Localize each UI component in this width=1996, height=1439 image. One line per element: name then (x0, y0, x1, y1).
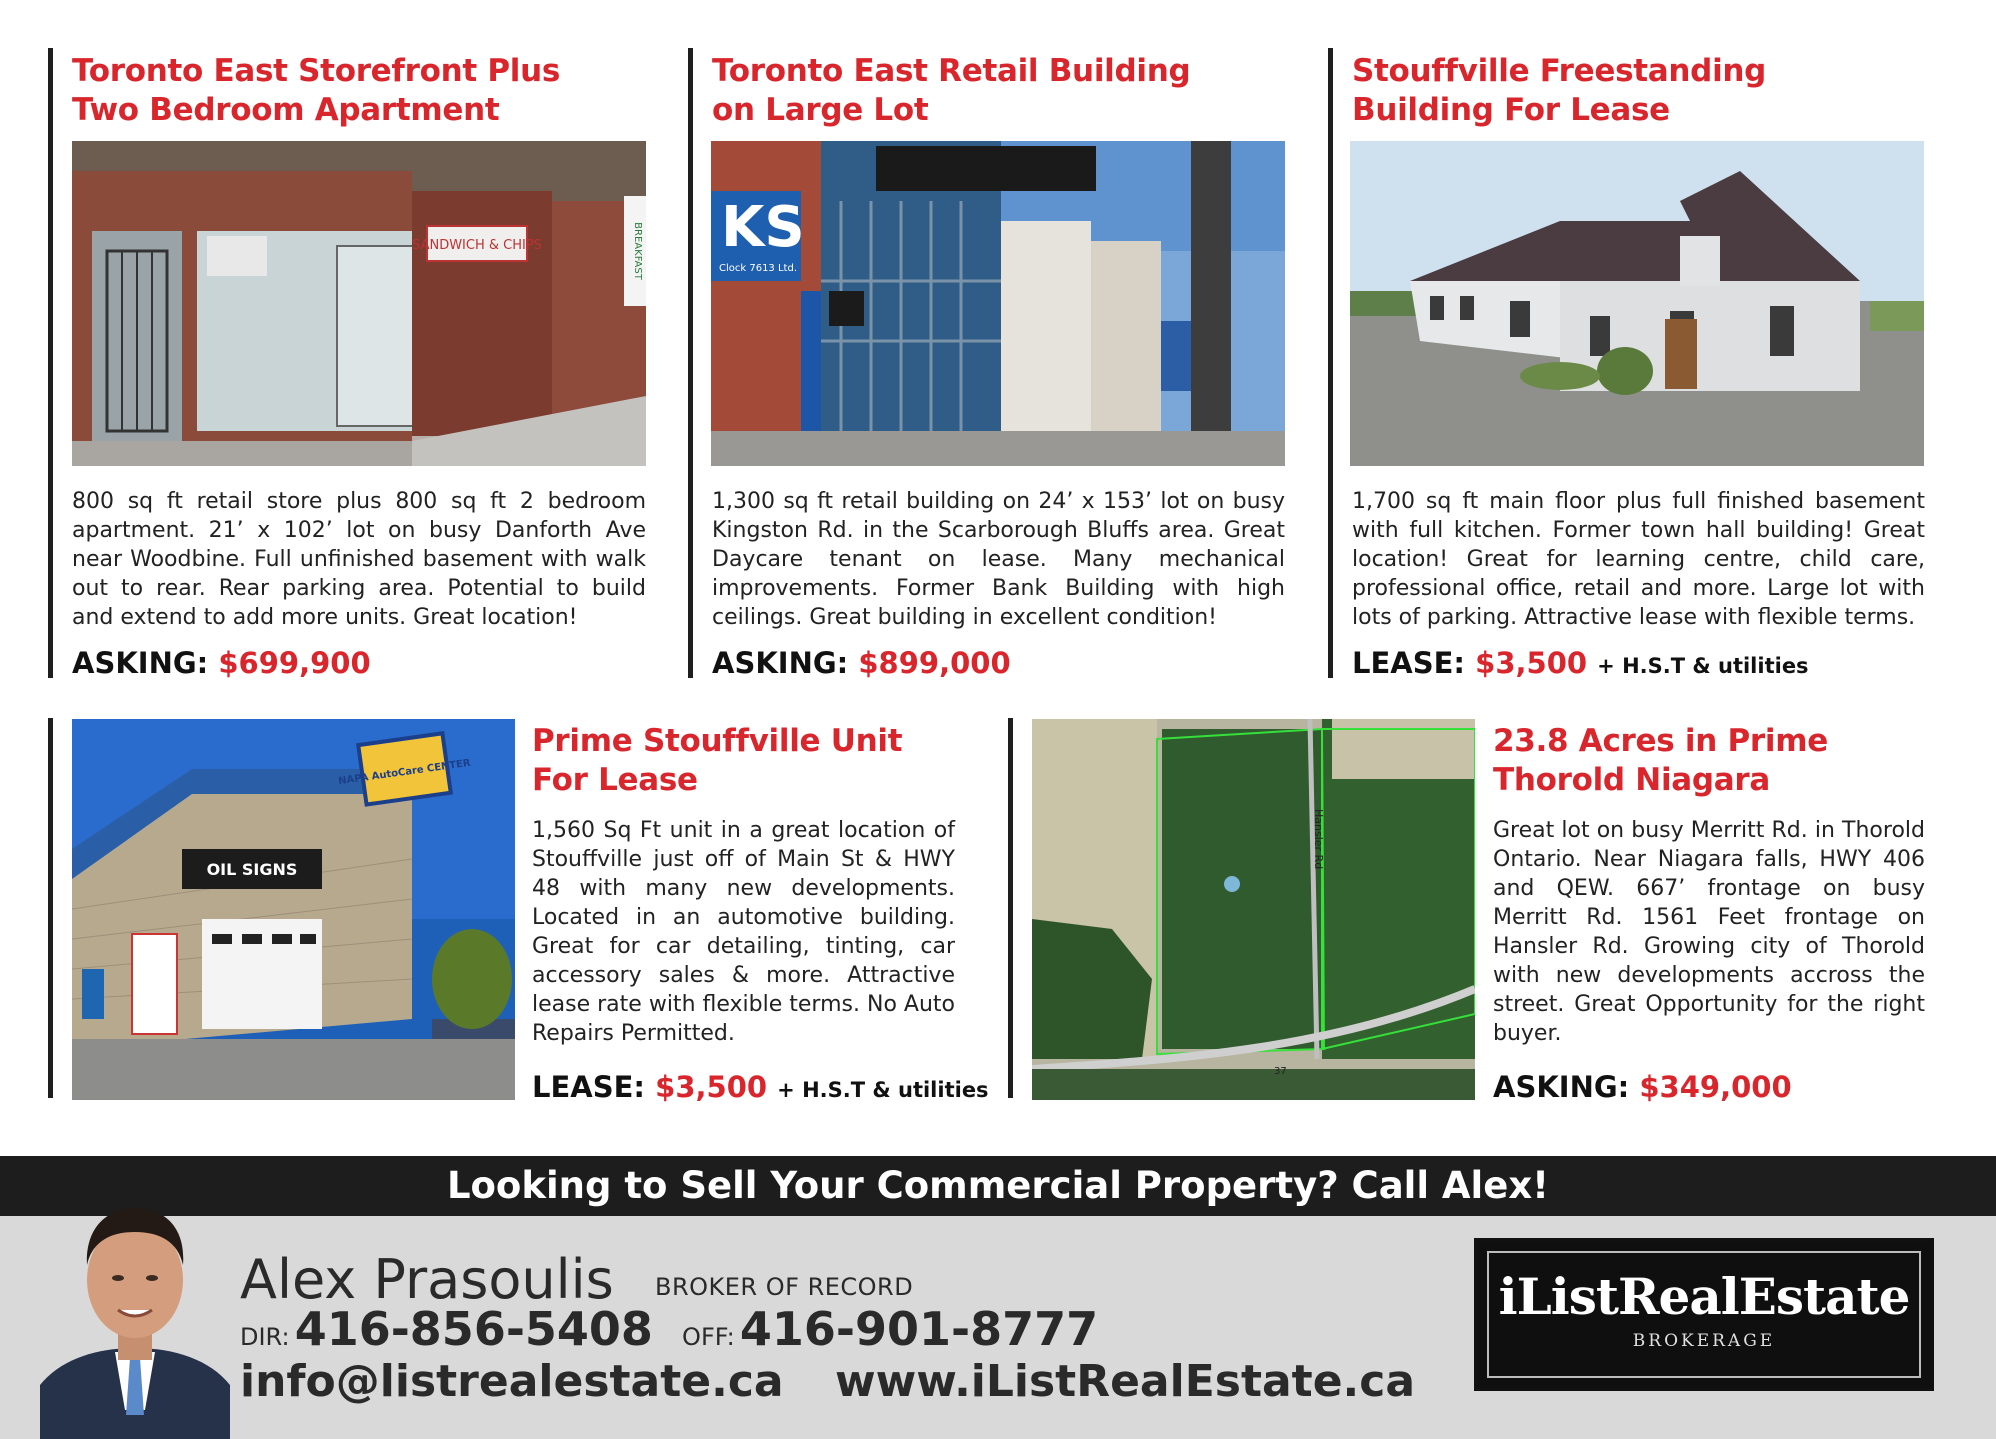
listing-5-title (1493, 722, 1828, 800)
listing-3-title-line2: Building For Lease (1352, 92, 1670, 128)
listing-card-5 (1008, 718, 1013, 1098)
price-label: ASKING: (1493, 1070, 1630, 1104)
map-pin-icon (1224, 876, 1240, 892)
listing-3-price (1352, 646, 1809, 680)
listing-card-2 (688, 48, 693, 678)
freestanding-building-photo (1350, 141, 1924, 466)
listing-4-title-line2: For Lease (532, 762, 698, 798)
listing-1-title (72, 52, 560, 130)
listing-2-photo (711, 141, 1285, 466)
oil-signs-text: OIL SIGNS (206, 860, 298, 879)
price-amount: $699,900 (218, 646, 371, 680)
logo-wordmark: iListRealEstate (1498, 1267, 1910, 1326)
listing-3-title-line1: Stouffville Freestanding (1352, 53, 1767, 89)
cta-banner (0, 1156, 1996, 1216)
email-link[interactable]: info@listrealestate.ca (240, 1356, 784, 1407)
cta-banner-text: Looking to Sell Your Commercial Property? Call Alex! (446, 1164, 1550, 1207)
agent-photo (40, 1170, 230, 1439)
listing-5-description: Great lot on busy Merritt Rd. in Thorold Ontario. Near Niagara falls, HWY 406 and QEW. 667’ frontage on busy Merritt Rd. 1561 Feet frontage on Hansler Rd. Growing city of Thorold with new developments accross the street. Great Opportunity for the right buyer. (1493, 818, 1925, 1046)
listing-4-photo (72, 719, 515, 1100)
price-amount: $349,000 (1639, 1070, 1792, 1104)
website-link[interactable]: www.iListRealEstate.ca (834, 1356, 1416, 1407)
listing-4-title-line1: Prime Stouffville Unit (532, 723, 903, 759)
off-phone[interactable]: 416-901-8777 (739, 1302, 1099, 1356)
price-amount: $3,500 (655, 1070, 768, 1104)
agent-portrait (40, 1170, 230, 1439)
listing-5-price (1493, 1070, 1792, 1104)
napa-sign-text: NAPA AutoCare CENTER (337, 757, 472, 788)
price-amount: $3,500 (1475, 646, 1588, 680)
agent-name: Alex Prasoulis (240, 1248, 614, 1311)
aerial-map-photo (1032, 719, 1475, 1100)
retail-building-photo (711, 141, 1285, 466)
sign-small-text: Clock 7613 Ltd. (719, 263, 797, 274)
listing-1-photo (72, 141, 646, 466)
listing-card-3 (1328, 48, 1333, 678)
agent-role: BROKER OF RECORD (655, 1273, 914, 1301)
listing-2-title-line1: Toronto East Retail Building (712, 53, 1191, 89)
phone-row (240, 1302, 1122, 1356)
road-number-label: 37 (1274, 1066, 1287, 1077)
listing-5-title-line2: Thorold Niagara (1493, 762, 1771, 798)
listing-1-title-line2: Two Bedroom Apartment (72, 92, 500, 128)
off-label: OFF: (682, 1323, 735, 1351)
listing-3-title (1352, 52, 1766, 130)
listing-4-title (532, 722, 902, 800)
listing-2-description: 1,300 sq ft retail building on 24’ x 153’ lot on busy Kingston Rd. in the Scarborough Bluffs area. Great Daycare tenant on lease. Many mechanical improvements. Former Bank Building with high ceilings. Great building in excellent condition! (712, 489, 1285, 630)
listing-3-description: 1,700 sq ft main floor plus full finished basement with full kitchen. Former town hall building! Great location! Great for learning centre, child care, professional office, retail and more. Large lot with lots of parking. Attractive lease with flexible terms. (1352, 489, 1925, 630)
listing-5-photo (1032, 719, 1475, 1100)
price-label: LEASE: (532, 1070, 646, 1104)
listing-1-title-line1: Toronto East Storefront Plus (72, 53, 561, 89)
sign-letters: KS (721, 195, 805, 260)
storefront-photo (72, 141, 646, 466)
price-label: ASKING: (72, 646, 209, 680)
listing-3-photo (1350, 141, 1924, 466)
listing-2-price (712, 646, 1011, 680)
brokerage-logo (1474, 1238, 1934, 1391)
breakfast-sign-text: BREAKFAST (632, 222, 643, 280)
listing-card-1 (48, 48, 53, 678)
listing-2-title-line2: on Large Lot (712, 92, 929, 128)
web-row (240, 1356, 1451, 1407)
price-label: LEASE: (1352, 646, 1466, 680)
automotive-unit-photo (72, 719, 515, 1100)
price-amount: $899,000 (858, 646, 1011, 680)
listing-4-price (532, 1070, 989, 1104)
hansler-rd-label: Hansler Rd (1312, 809, 1325, 870)
listing-4-description: 1,560 Sq Ft unit in a great location of Stouffville just off of Main St & HWY 48 with many new developments. Located in an automotive building. Great for car detailing, tinting, car accessory sales & more. Attractive lease rate with flexible terms. No Auto Repairs Permitted. (532, 818, 955, 1046)
listing-1-description: 800 sq ft retail store plus 800 sq ft 2 bedroom apartment. 21’ x 102’ lot on busy Danforth Ave near Woodbine. Full unfinished basement with walk out to rear. Rear parking area. Potential to build and extend to add more units. Great location! (72, 489, 646, 630)
listing-card-4 (48, 718, 53, 1098)
price-note: + H.S.T & utilities (777, 1078, 989, 1102)
shop-sign-text: SANDWICH & CHIPS (412, 238, 542, 253)
listing-5-title-line1: 23.8 Acres in Prime (1493, 723, 1828, 759)
price-label: ASKING: (712, 646, 849, 680)
logo-subtitle: BROKERAGE (1632, 1331, 1776, 1351)
dir-phone[interactable]: 416-856-5408 (294, 1302, 653, 1356)
listing-1-price (72, 646, 371, 680)
listing-2-title (712, 52, 1190, 130)
dir-label: DIR: (240, 1323, 290, 1351)
price-note: + H.S.T & utilities (1597, 654, 1809, 678)
